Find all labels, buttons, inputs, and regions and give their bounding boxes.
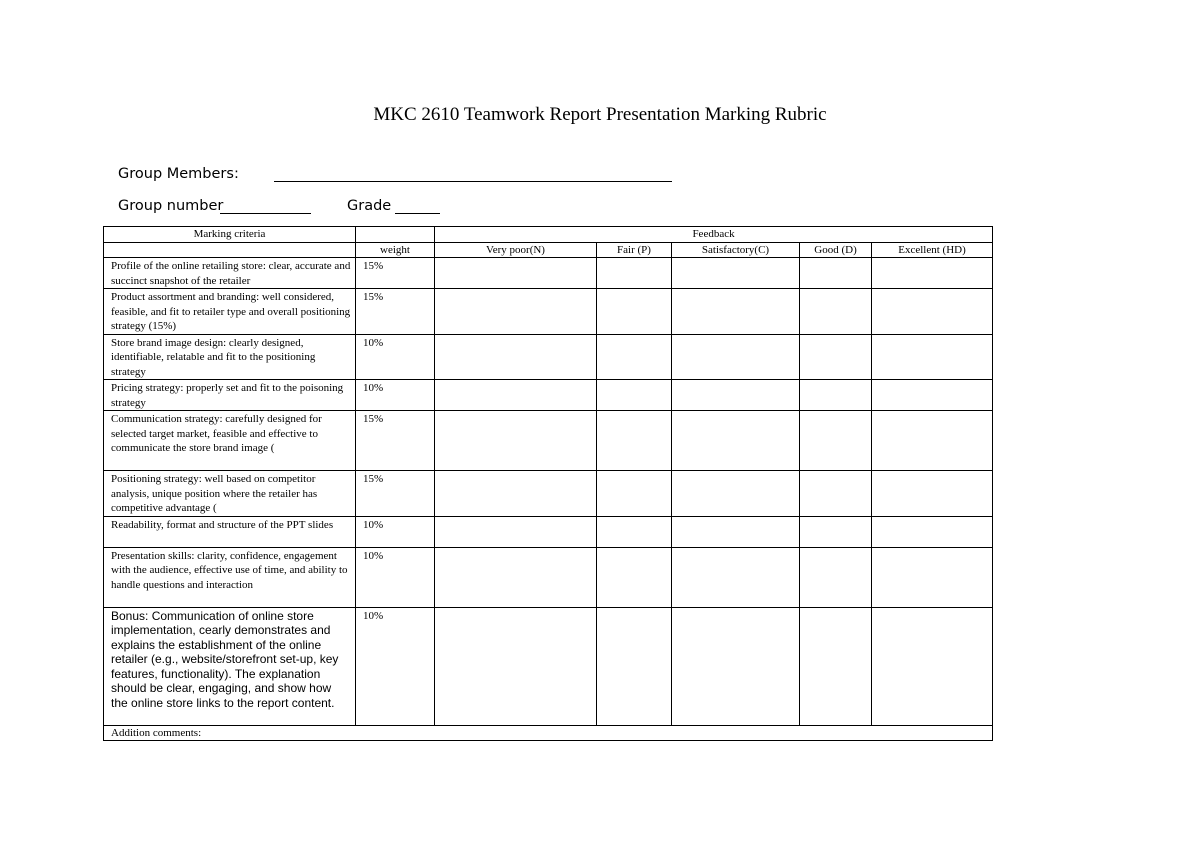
criterion-readability: Readability, format and structure of the PPT slides <box>104 516 356 547</box>
table-row <box>104 516 993 547</box>
col-header-excellent: Excellent (HD) <box>872 242 993 258</box>
grade-line[interactable] <box>395 213 440 214</box>
feedback-cell-satisfactory[interactable] <box>672 516 800 547</box>
feedback-cell-good[interactable] <box>800 547 872 607</box>
criterion-presentation-skills: Presentation skills: clarity, confidence, engagement with the audience, effective use of time, and ability to handle questions and interaction <box>104 547 356 607</box>
feedback-cell-satisfactory[interactable] <box>672 607 800 725</box>
weight-cell: 15% <box>356 258 435 289</box>
col-header-good: Good (D) <box>800 242 872 258</box>
page-title: MKC 2610 Teamwork Report Presentation Marking Rubric <box>373 104 827 125</box>
feedback-cell-satisfactory[interactable] <box>672 471 800 517</box>
feedback-cell-fair[interactable] <box>597 289 672 335</box>
grade-label: Grade <box>347 198 392 214</box>
weight-cell: 15% <box>356 411 435 471</box>
group-members-label: Group Members: <box>118 166 239 182</box>
criterion-communication-strategy: Communication strategy: carefully designed for selected target market, feasible and effective to communicate the store brand image ( <box>104 411 356 471</box>
feedback-cell-fair[interactable] <box>597 380 672 411</box>
col-header-weight: weight <box>356 242 435 258</box>
feedback-cell-very-poor[interactable] <box>435 471 597 517</box>
table-row <box>104 471 993 517</box>
feedback-cell-excellent[interactable] <box>872 289 993 335</box>
feedback-cell-good[interactable] <box>800 334 872 380</box>
feedback-cell-good[interactable] <box>800 411 872 471</box>
feedback-cell-satisfactory[interactable] <box>672 547 800 607</box>
feedback-cell-excellent[interactable] <box>872 516 993 547</box>
feedback-header: Feedback <box>435 227 993 243</box>
feedback-cell-satisfactory[interactable] <box>672 380 800 411</box>
additional-comments-label[interactable]: Addition comments: <box>104 725 993 741</box>
table-row <box>104 607 993 725</box>
criterion-positioning-strategy: Positioning strategy: well based on competitor analysis, unique position where the retailer has competitive advantage ( <box>104 471 356 517</box>
criterion-bonus: Bonus: Communication of online store implementation, cearly demonstrates and explains the establishment of the online retailer (e.g., website/storefront set-up, key features, functionality). The explanation should be clear, engaging, and show how the online store links to the report content. <box>104 607 356 725</box>
criteria-blank-cell <box>104 242 356 258</box>
feedback-cell-very-poor[interactable] <box>435 334 597 380</box>
feedback-cell-very-poor[interactable] <box>435 547 597 607</box>
table-row <box>104 289 993 335</box>
feedback-cell-satisfactory[interactable] <box>672 258 800 289</box>
criterion-pricing-strategy: Pricing strategy: properly set and fit to the poisoning strategy <box>104 380 356 411</box>
feedback-cell-excellent[interactable] <box>872 471 993 517</box>
feedback-cell-excellent[interactable] <box>872 411 993 471</box>
weight-cell: 10% <box>356 380 435 411</box>
marking-criteria-header: Marking criteria <box>104 227 356 243</box>
feedback-cell-good[interactable] <box>800 471 872 517</box>
col-header-very-poor: Very poor(N) <box>435 242 597 258</box>
feedback-cell-fair[interactable] <box>597 258 672 289</box>
criterion-profile: Profile of the online retailing store: clear, accurate and succinct snapshot of the retailer <box>104 258 356 289</box>
feedback-cell-satisfactory[interactable] <box>672 411 800 471</box>
marking-rubric-table <box>103 226 993 741</box>
feedback-cell-fair[interactable] <box>597 471 672 517</box>
feedback-cell-good[interactable] <box>800 516 872 547</box>
header-blank-cell <box>356 227 435 243</box>
feedback-cell-very-poor[interactable] <box>435 607 597 725</box>
feedback-cell-good[interactable] <box>800 258 872 289</box>
weight-cell: 15% <box>356 471 435 517</box>
feedback-cell-satisfactory[interactable] <box>672 289 800 335</box>
table-row <box>104 380 993 411</box>
group-number-line[interactable] <box>220 213 311 214</box>
feedback-cell-satisfactory[interactable] <box>672 334 800 380</box>
feedback-cell-fair[interactable] <box>597 516 672 547</box>
feedback-cell-very-poor[interactable] <box>435 258 597 289</box>
weight-cell: 10% <box>356 334 435 380</box>
col-header-fair: Fair (P) <box>597 242 672 258</box>
feedback-cell-very-poor[interactable] <box>435 289 597 335</box>
feedback-cell-very-poor[interactable] <box>435 380 597 411</box>
table-row <box>104 334 993 380</box>
feedback-cell-very-poor[interactable] <box>435 411 597 471</box>
criterion-product-assortment: Product assortment and branding: well considered, feasible, and fit to retailer type and overall positioning strategy (15%) <box>104 289 356 335</box>
table-row <box>104 547 993 607</box>
table-row <box>104 411 993 471</box>
weight-cell: 10% <box>356 516 435 547</box>
feedback-cell-fair[interactable] <box>597 607 672 725</box>
col-header-satisfactory: Satisfactory(C) <box>672 242 800 258</box>
feedback-cell-very-poor[interactable] <box>435 516 597 547</box>
weight-cell: 10% <box>356 607 435 725</box>
feedback-cell-excellent[interactable] <box>872 258 993 289</box>
feedback-cell-fair[interactable] <box>597 411 672 471</box>
weight-cell: 10% <box>356 547 435 607</box>
table-header-row <box>104 227 993 243</box>
feedback-cell-excellent[interactable] <box>872 380 993 411</box>
feedback-cell-excellent[interactable] <box>872 334 993 380</box>
weight-cell: 15% <box>356 289 435 335</box>
feedback-cell-good[interactable] <box>800 607 872 725</box>
feedback-cell-fair[interactable] <box>597 334 672 380</box>
group-number-label: Group number <box>118 198 224 214</box>
group-members-line[interactable] <box>274 181 672 182</box>
feedback-cell-fair[interactable] <box>597 547 672 607</box>
criterion-store-brand-image: Store brand image design: clearly designed, identifiable, relatable and fit to the positioning strategy <box>104 334 356 380</box>
column-header-row <box>104 242 993 258</box>
feedback-cell-good[interactable] <box>800 380 872 411</box>
feedback-cell-excellent[interactable] <box>872 547 993 607</box>
table-row <box>104 258 993 289</box>
additional-comments-row <box>104 725 993 741</box>
feedback-cell-good[interactable] <box>800 289 872 335</box>
feedback-cell-excellent[interactable] <box>872 607 993 725</box>
